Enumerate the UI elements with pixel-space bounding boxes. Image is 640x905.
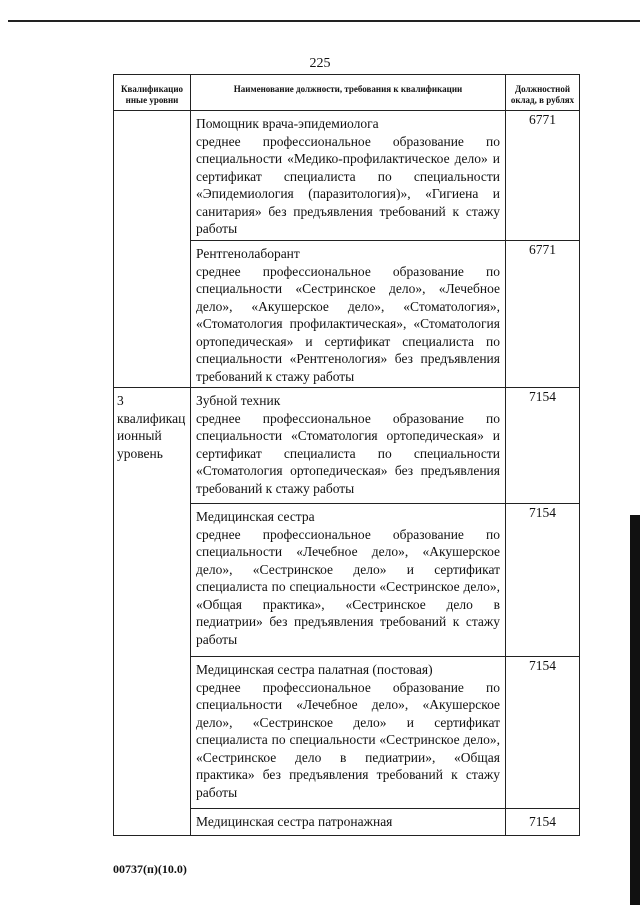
salary-cell: 7154 [506,388,580,504]
page-number: 225 [309,56,331,71]
position-title: Медицинская сестра [196,509,315,524]
position-title: Медицинская сестра палатная (постовая) [196,662,433,677]
header-position: Наименование должности, требования к квалификации [191,75,506,111]
position-requirements: среднее профессиональное образование по специальности «Сестринское дело», «Лечебное дело», «Акушерское дело», «Стоматология», «Стоматология профилактическая», «Стоматология ортопедическая» и сертификат специалиста по специальности «Рентгенология» без предъявления требований к стажу работы [196,263,500,384]
position-title: Рентгенолаборант [196,246,300,261]
position-title: Медицинская сестра патронажная [196,814,393,829]
position-cell [191,657,506,809]
position-requirements: среднее профессиональное образование по специальности «Стоматология ортопедическая» и сертификат специалиста по специальности «Стоматология ортопедическая» без предъявления требований к стажу работы [196,410,500,496]
salary-cell: 7154 [506,657,580,809]
header-salary: Должностной оклад, в рублях [506,75,580,111]
table-row [114,111,580,241]
position-title: Зубной техник [196,393,281,408]
position-cell [191,504,506,657]
table-row [114,388,580,504]
qualification-table [113,74,580,836]
position-title: Помощник врача-эпидемиолога [196,116,379,131]
position-requirements: среднее профессиональное образование по специальности «Медико-профилактическое дело» и сертификат специалиста по специальности «Эпидемиология (паразитология)», «Гигиена и санитария» без предъявления требований к стажу работы [196,133,500,236]
scan-edge-bar [630,515,640,905]
document-code: 00737(п)(10.0) [113,862,187,876]
level-cell: 3 квалификац ионный уровень [114,388,191,836]
position-cell [191,111,506,241]
salary-cell: 7154 [506,504,580,657]
position-requirements: среднее профессиональное образование по специальности «Лечебное дело», «Акушерское дело», «Сестринское дело» и сертификат специалиста по специальности «Сестринское дело», «Общая практика», «Сестринское дело в педиатрии» без предъявления требований к стажу работы [196,526,500,647]
position-cell [191,809,506,836]
level-cell [114,111,191,388]
top-rule [8,20,640,22]
table-header-row [114,75,580,111]
position-cell [191,388,506,504]
salary-cell: 6771 [506,111,580,241]
position-cell [191,241,506,388]
header-level: Квалификацио нные уровни [114,75,191,111]
position-requirements: среднее профессиональное образование по специальности «Лечебное дело», «Акушерское дело», «Сестринское дело» и сертификат специалиста по специальности «Сестринское дело», «Сестринское дело в педиатрии», «Общая практика» без предъявления требований к стажу работы [196,679,500,800]
salary-cell: 6771 [506,241,580,388]
salary-cell: 7154 [506,809,580,836]
